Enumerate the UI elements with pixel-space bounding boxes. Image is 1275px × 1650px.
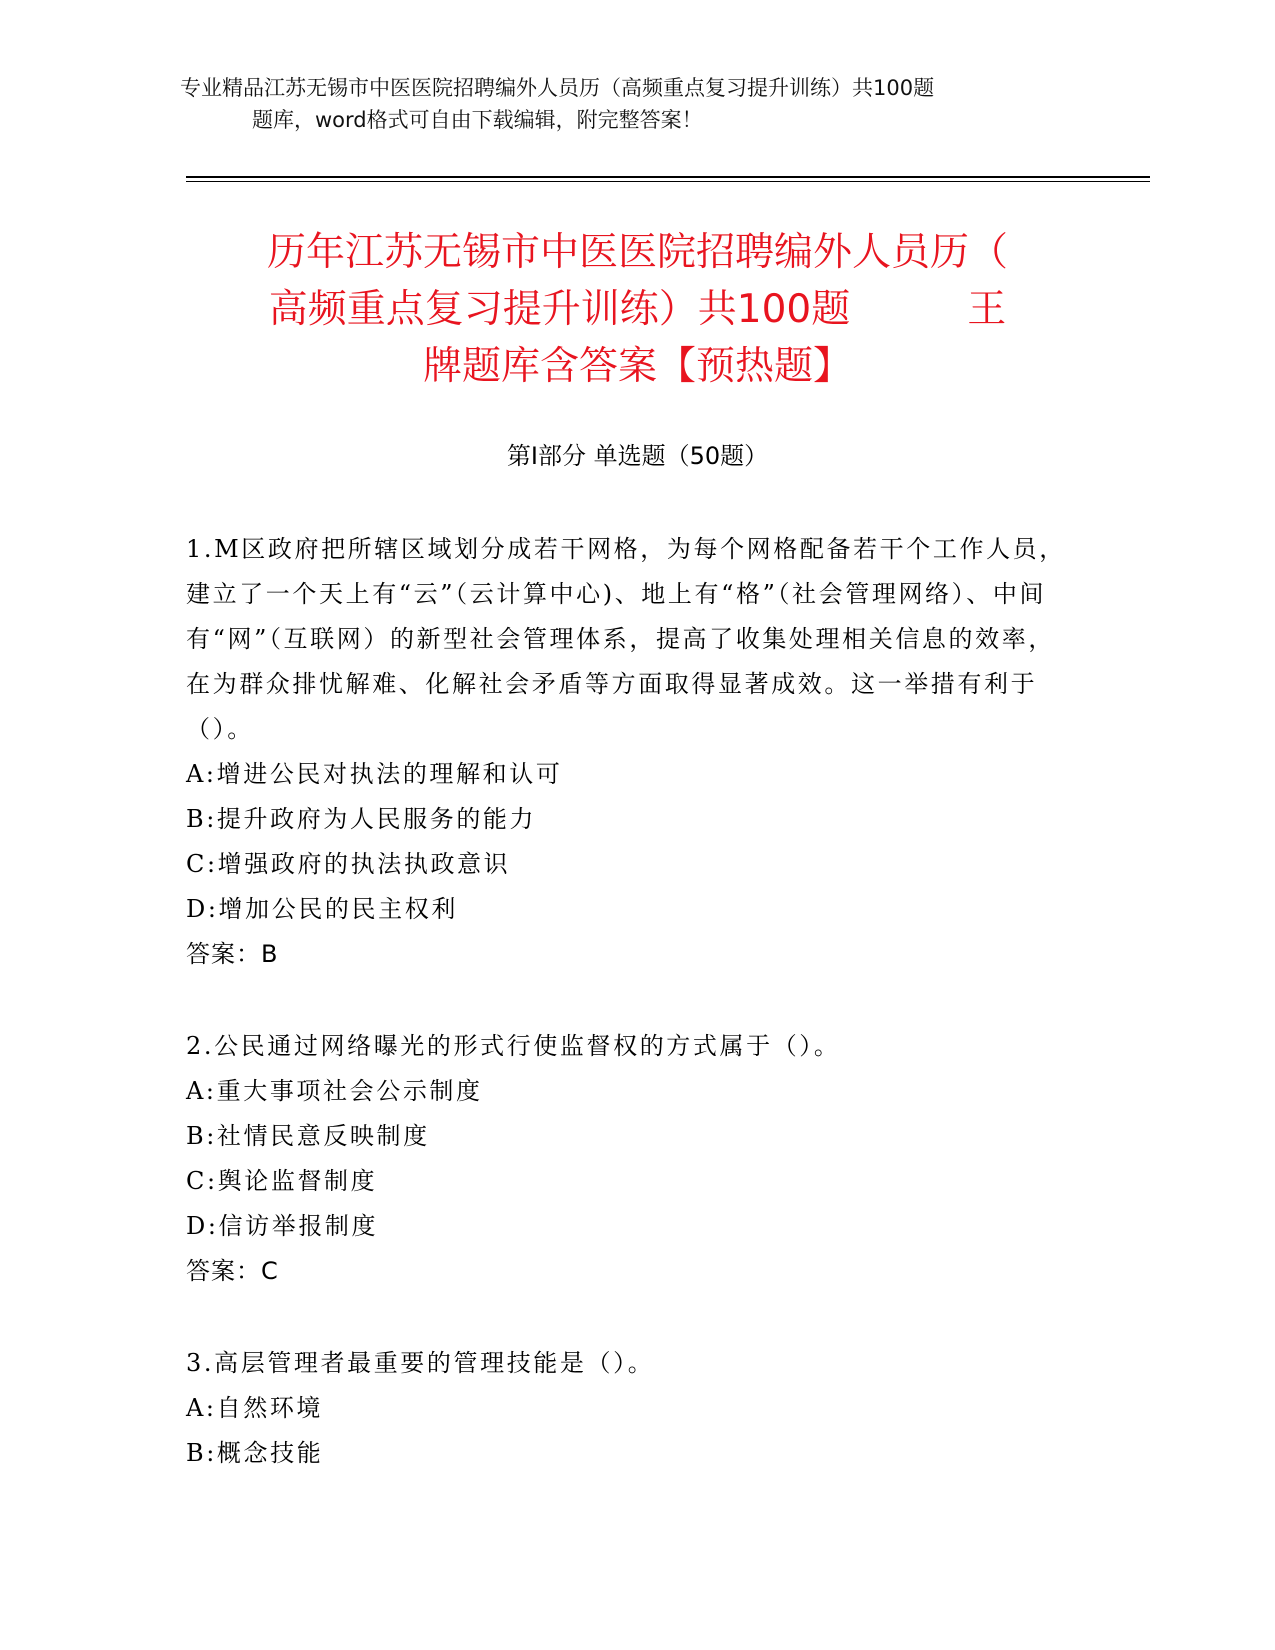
header-note-line-1: 专业精品江苏无锡市中医医院招聘编外人员历（高频重点复习提升训练）共100题 — [180, 76, 935, 100]
option-a: A:自然环境 — [186, 1394, 324, 1422]
header-divider-thick — [186, 176, 1150, 178]
option-b: B:提升政府为人民服务的能力 — [186, 805, 537, 833]
option-c: C:增强政府的执法执政意识 — [186, 850, 511, 878]
document-title — [190, 224, 1085, 395]
option-d: D:增加公民的民主权利 — [186, 895, 458, 923]
question-2 — [186, 1024, 1076, 1294]
header-divider-thin — [186, 181, 1150, 182]
section-title: 第Ⅰ部分 单选题（50题） — [506, 442, 769, 470]
question-1 — [186, 527, 1076, 977]
question-stem: 3.高层管理者最重要的管理技能是（）。 — [186, 1349, 655, 1377]
answer: 答案：B — [186, 940, 279, 968]
option-d: D:信访举报制度 — [186, 1212, 379, 1240]
question-stem: 1.M区政府把所辖区域划分成若干网格，为每个网格配备若干个工作人员，建立了一个天上有“云”（云计算中心)、地上有“格”（社会管理网络）、中间有“网”（互联网）的新型社会管理体系，提高了收集处理相关信息的效率，在为群众排忧解难、化解社会矛盾等方面取得显著成效。这一举措有利于（）。 — [186, 535, 1066, 743]
document-title-line-3: 牌题库含答案【预热题】 — [422, 344, 852, 389]
option-c: C:舆论监督制度 — [186, 1167, 378, 1195]
question-list — [186, 527, 1076, 1523]
document-title-line-2: 高频重点复习提升训练）共100题 王 — [268, 287, 1007, 332]
header-note-line-2: 题库，word格式可自由下载编辑，附完整答案！ — [252, 108, 703, 132]
option-a: A:重大事项社会公示制度 — [186, 1077, 483, 1105]
question-stem: 2.公民通过网络曝光的形式行使监督权的方式属于（）。 — [186, 1032, 841, 1060]
document-title-line-1: 历年江苏无锡市中医医院招聘编外人员历（ — [266, 230, 1008, 275]
option-b: B:概念技能 — [186, 1439, 324, 1467]
question-3 — [186, 1341, 1076, 1476]
header-note — [180, 72, 1100, 136]
answer: 答案：C — [186, 1257, 279, 1285]
option-a: A:增进公民对执法的理解和认可 — [186, 760, 563, 788]
option-b: B:社情民意反映制度 — [186, 1122, 430, 1150]
